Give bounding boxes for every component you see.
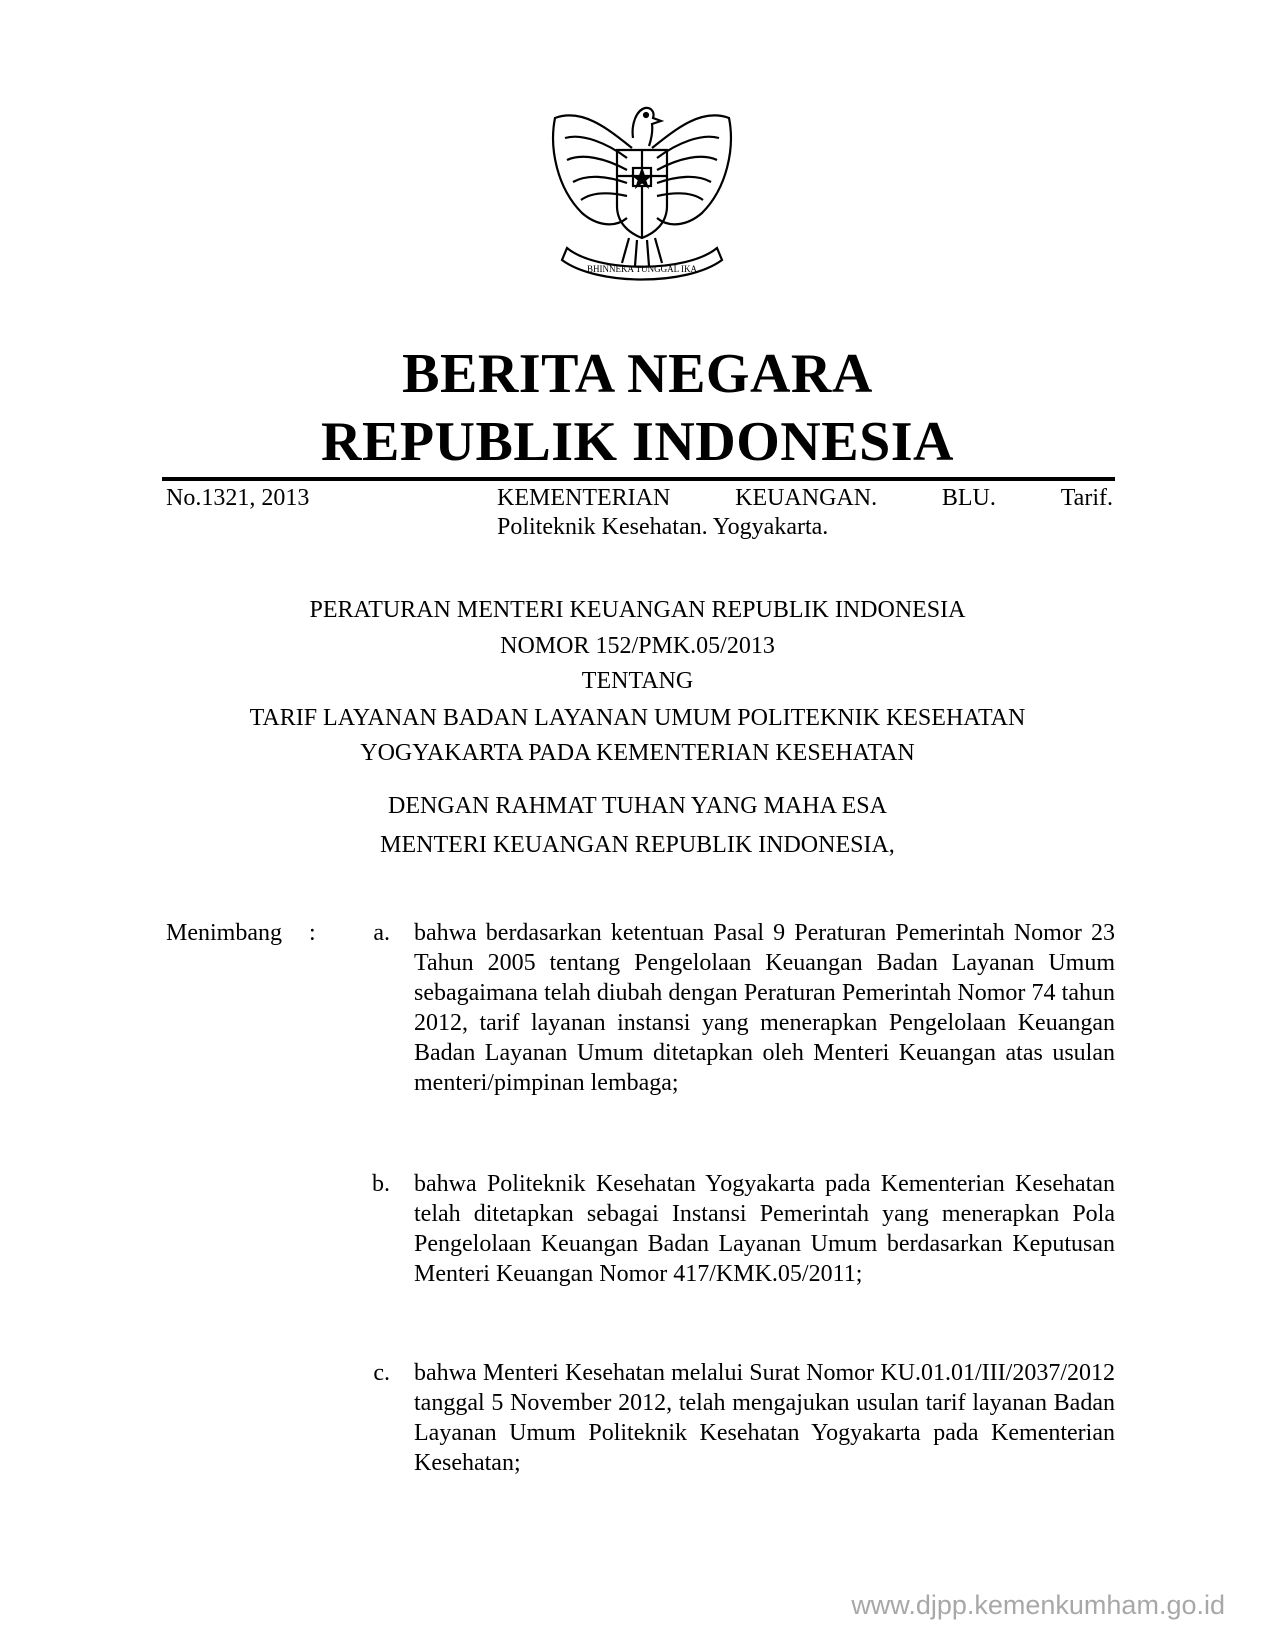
item-text: bahwa Menteri Kesehatan melalui Surat Nomor KU.01.01/III/2037/2012 tanggal 5 November 2012, telah mengajukan usulan tarif layanan Badan Layanan Umum Politeknik Kesehatan Yogyakarta pada Kementerian Kesehatan; — [414, 1360, 1115, 1476]
item-letter: a. — [373, 920, 390, 946]
masthead-rule — [162, 477, 1115, 481]
gazette-subject — [497, 484, 1113, 542]
footer-url: www.djpp.kemenkumham.go.id — [851, 1590, 1225, 1620]
masthead-line-1: BERITA NEGARA — [402, 343, 873, 405]
item-letter: b. — [372, 1171, 390, 1197]
regulation-tentang: TENTANG — [581, 668, 694, 694]
item-text: bahwa Politeknik Kesehatan Yogyakarta pada Kementerian Kesehatan telah ditetapkan sebagai Instansi Pemerintah yang menerapkan Pola Pengelolaan Keuangan Badan Layanan Umum berdasarkan Keputusan Menteri Keuangan Nomor 417/KMK.05/2011; — [414, 1171, 1115, 1287]
item-text: bahwa berdasarkan ketentuan Pasal 9 Peraturan Pemerintah Nomor 23 Tahun 2005 tentang Pengelolaan Keuangan Badan Layanan Umum sebagaimana telah diubah dengan Peraturan Pemerintah Nomor 74 tahun 2012, tarif layanan instansi yang menerapkan Pengelolaan Keuangan Badan Layanan Umum ditetapkan oleh Menteri Keuangan atas usulan menteri/pimpinan lembaga; — [414, 920, 1115, 1096]
gazette-number: No.1321, 2013 — [166, 485, 310, 511]
invocation: DENGAN RAHMAT TUHAN YANG MAHA ESA — [388, 793, 887, 819]
masthead-line-2: REPUBLIK INDONESIA — [321, 411, 954, 473]
subject-word: Tarif. — [1060, 485, 1113, 511]
regulation-number: NOMOR 152/PMK.05/2013 — [500, 633, 775, 659]
menimbang-colon: : — [309, 920, 316, 946]
regulation-subject-2: YOGYAKARTA PADA KEMENTERIAN KESEHATAN — [360, 740, 915, 766]
subject-word: BLU. — [941, 485, 996, 511]
regulation-subject-1: TARIF LAYANAN BADAN LAYANAN UMUM POLITEKNIK KESEHATAN — [249, 705, 1026, 731]
garuda-pancasila-icon — [537, 88, 747, 288]
emblem-motto: BHINNEKA TUNGGAL IKA — [587, 264, 697, 274]
subject-word: KEUANGAN. — [735, 485, 878, 511]
subject-word: KEMENTERIAN — [497, 485, 671, 511]
garuda-emblem — [537, 88, 747, 288]
subject-line-2: Politeknik Kesehatan. Yogyakarta. — [497, 514, 829, 540]
item-letter: c. — [373, 1360, 390, 1386]
subject-line-1 — [497, 484, 1113, 513]
menimbang-label: Menimbang — [166, 920, 282, 946]
issuer: MENTERI KEUANGAN REPUBLIK INDONESIA, — [380, 832, 895, 858]
regulation-title: PERATURAN MENTERI KEUANGAN REPUBLIK INDONESIA — [309, 597, 966, 623]
